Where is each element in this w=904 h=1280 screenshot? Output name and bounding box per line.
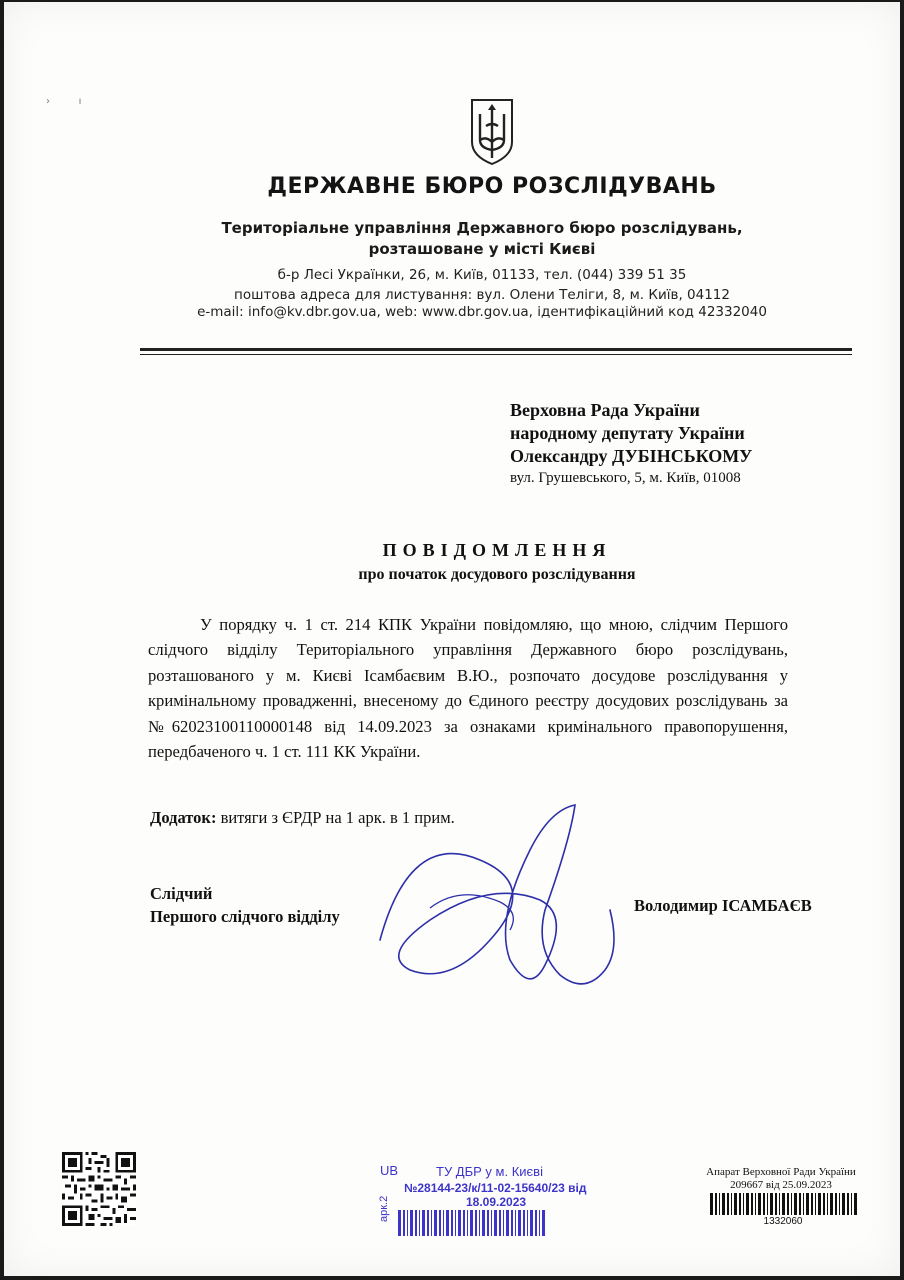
outgoing-barcode xyxy=(398,1210,548,1236)
barcode-bar xyxy=(751,1193,753,1215)
barcode-bar xyxy=(499,1210,501,1236)
barcode-bar xyxy=(847,1193,849,1215)
barcode-bar xyxy=(835,1193,837,1215)
barcode-bar xyxy=(482,1210,485,1236)
barcode-bar xyxy=(710,1193,713,1215)
signer-position-2: Першого слідчого відділу xyxy=(150,907,340,926)
barcode-bar xyxy=(455,1210,456,1236)
barcode-bar xyxy=(431,1210,432,1236)
barcode-bar xyxy=(839,1193,840,1215)
barcode-bar xyxy=(830,1193,833,1215)
barcode-bar xyxy=(523,1210,525,1236)
signer-position-1: Слідчий xyxy=(150,884,213,903)
barcode-bar xyxy=(779,1193,780,1215)
barcode-bar xyxy=(491,1210,492,1236)
barcode-bar xyxy=(407,1210,408,1236)
barcode-bar xyxy=(727,1193,729,1215)
barcode-bar xyxy=(434,1210,437,1236)
qr-code xyxy=(62,1152,136,1226)
barcode-bar xyxy=(458,1210,461,1236)
scan-border xyxy=(0,0,904,2)
handwritten-signature xyxy=(370,790,640,1000)
address-line-2: поштова адреса для листування: вул. Олени Теліги, 8, м. Київ, 04112 xyxy=(234,287,730,303)
barcode-bar xyxy=(530,1210,533,1236)
agency-title: ДЕРЖАВНЕ БЮРО РОЗСЛІДУВАНЬ xyxy=(267,174,717,199)
barcode-bar xyxy=(467,1210,468,1236)
barcode-bar xyxy=(842,1193,845,1215)
annex-text: витяги з ЄРДР на 1 арк. в 1 прим. xyxy=(216,808,455,827)
barcode-bar xyxy=(470,1210,473,1236)
barcode-bar xyxy=(851,1193,852,1215)
annex-label: Додаток: xyxy=(150,808,217,827)
barcode-bar xyxy=(770,1193,773,1215)
barcode-bar xyxy=(542,1210,545,1236)
stamp-date: 18.09.2023 xyxy=(466,1195,527,1209)
barcode-bar xyxy=(439,1210,441,1236)
subdivision-line-1: Територіальне управління Державного бюро розслідувань, xyxy=(221,219,743,237)
notice-subtitle: про початок досудового розслідування xyxy=(358,566,636,583)
barcode-bar xyxy=(415,1210,417,1236)
incoming-org: Апарат Верховної Ради України xyxy=(706,1166,856,1178)
barcode-bar xyxy=(755,1193,756,1215)
barcode-bar xyxy=(763,1193,765,1215)
recipient-line-2: народному депутату України xyxy=(510,423,745,443)
stamp-org: ТУ ДБР у м. Києві xyxy=(436,1164,543,1179)
barcode-bar xyxy=(427,1210,429,1236)
barcode-bar xyxy=(767,1193,768,1215)
incoming-reg: 209667 від 25.09.2023 xyxy=(730,1179,832,1191)
barcode-bar xyxy=(739,1193,741,1215)
barcode-bar xyxy=(527,1210,528,1236)
barcode-bar xyxy=(511,1210,513,1236)
barcode-bar xyxy=(791,1193,792,1215)
barcode-bar xyxy=(787,1193,789,1215)
barcode-bar xyxy=(419,1210,420,1236)
barcode-bar xyxy=(806,1193,809,1215)
barcode-bar xyxy=(811,1193,813,1215)
barcode-bar xyxy=(410,1210,413,1236)
barcode-bar xyxy=(422,1210,425,1236)
barcode-bar xyxy=(475,1210,477,1236)
barcode-bar xyxy=(818,1193,821,1215)
barcode-bar xyxy=(794,1193,797,1215)
barcode-bar xyxy=(746,1193,749,1215)
header-divider-thin xyxy=(140,354,852,355)
barcode-bar xyxy=(487,1210,489,1236)
header-divider xyxy=(140,348,852,351)
recipient-address: вул. Грушевського, 5, м. Київ, 01008 xyxy=(510,470,741,486)
barcode-bar xyxy=(506,1210,509,1236)
barcode-bar xyxy=(782,1193,785,1215)
barcode-bar xyxy=(719,1193,720,1215)
barcode-bar xyxy=(443,1210,444,1236)
notice-body: У порядку ч. 1 ст. 214 КПК України повідомляю, що мною, слідчим Першого слідчого відділу Територіального управління Державного бюро розслідувань, розташованого у м. Києві Ісамбаєвим В.Ю., розпочато досудове розслідування у кримінальному провадженні, внесеному до Єдиного реєстру досудових розслідувань за №62023100110000148 від 14.09.2023 за ознаками кримінального правопорушення, передбаченого ч. 1 ст. 111 КК України. xyxy=(148,615,788,762)
barcode-bar xyxy=(494,1210,497,1236)
barcode-bar xyxy=(403,1210,405,1236)
barcode-bar xyxy=(539,1210,540,1236)
signer-name: Володимир ІСАМБАЄВ xyxy=(634,896,812,915)
barcode-bar xyxy=(803,1193,804,1215)
barcode-bar xyxy=(503,1210,504,1236)
barcode-bar xyxy=(758,1193,761,1215)
recipient-line-3: Олександру ДУБІНСЬКОМУ xyxy=(510,446,753,466)
scan-mark: › ı xyxy=(46,96,82,107)
barcode-bar xyxy=(463,1210,465,1236)
barcode-bar xyxy=(743,1193,744,1215)
barcode-bar xyxy=(722,1193,725,1215)
incoming-barcode xyxy=(710,1193,860,1215)
barcode-bar xyxy=(854,1193,857,1215)
notice-title: ПОВІДОМЛЕННЯ xyxy=(382,540,612,560)
barcode-bar xyxy=(446,1210,449,1236)
barcode-bar xyxy=(731,1193,732,1215)
subdivision-line-2: розташоване у місті Києві xyxy=(368,240,596,258)
barcode-bar xyxy=(535,1210,537,1236)
barcode-bar xyxy=(823,1193,825,1215)
barcode-bar xyxy=(799,1193,801,1215)
barcode-bar xyxy=(518,1210,521,1236)
address-line-1: б-р Лесі Українки, 26, м. Київ, 01133, тел. (044) 339 51 35 xyxy=(277,267,687,283)
barcode-bar xyxy=(398,1210,401,1236)
barcode-bar xyxy=(827,1193,828,1215)
recipient-line-1: Верховна Рада України xyxy=(510,400,700,420)
address-line-3: e-mail: info@kv.dbr.gov.ua, web: www.dbr.gov.ua, ідентифікаційний код 42332040 xyxy=(197,304,767,320)
barcode-bar xyxy=(479,1210,480,1236)
stamp-sheets: арк.2 xyxy=(378,1195,390,1222)
barcode-bar xyxy=(515,1210,516,1236)
barcode-bar xyxy=(775,1193,777,1215)
stamp-number: №28144-23/к/11-02-15640/23 від xyxy=(404,1181,587,1195)
coat-of-arms-icon xyxy=(468,96,516,168)
barcode-bar xyxy=(815,1193,816,1215)
stamp-code: UB xyxy=(380,1163,399,1178)
barcode-bar xyxy=(715,1193,717,1215)
incoming-barcode-number: 1332060 xyxy=(763,1216,803,1227)
barcode-bar xyxy=(451,1210,453,1236)
barcode-bar xyxy=(734,1193,737,1215)
